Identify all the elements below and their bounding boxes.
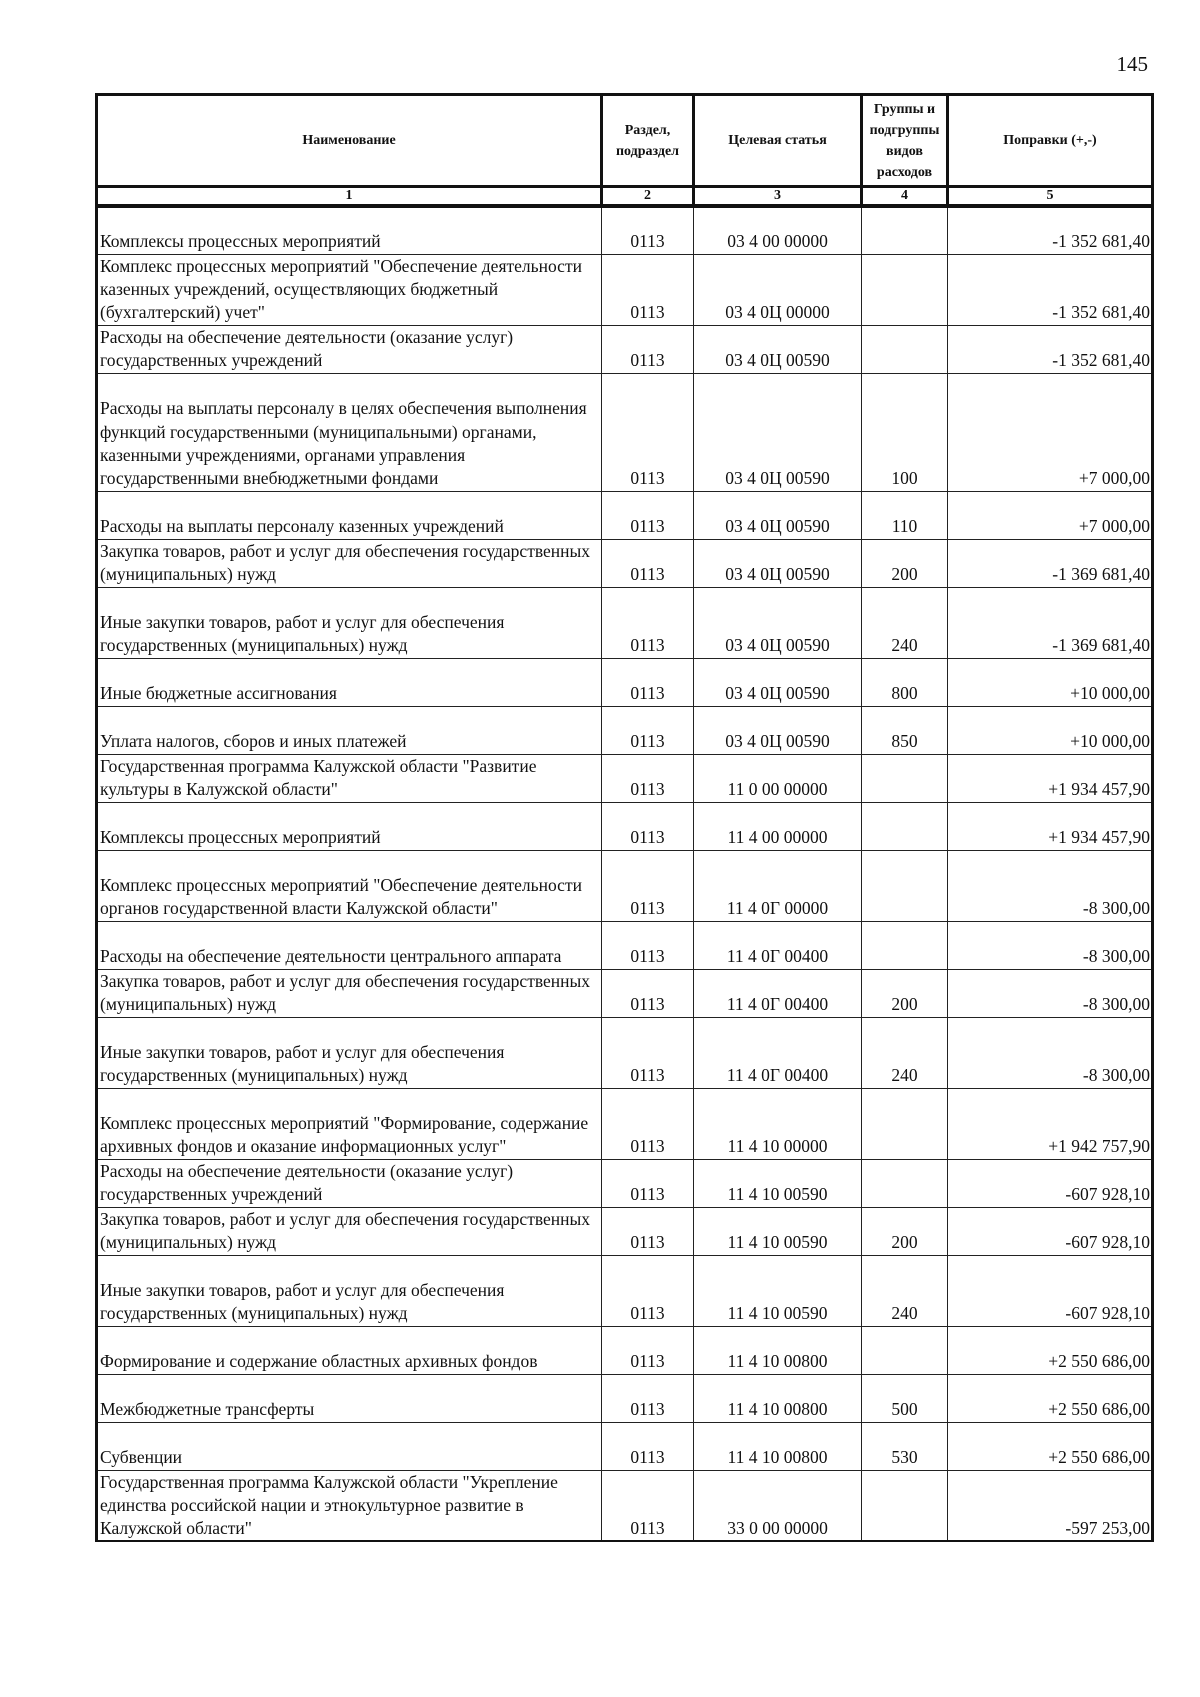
table-row [97, 206, 1153, 254]
row-expense-group-cell [862, 1326, 948, 1374]
header-amendments: Поправки (+,-) [948, 95, 1153, 187]
table-row [97, 1088, 1153, 1159]
row-section-cell: 0113 [602, 539, 694, 587]
header-section: Раздел, подраздел [602, 95, 694, 187]
row-section-cell: 0113 [602, 754, 694, 802]
row-target-article-cell: 03 4 0Ц 00590 [694, 373, 862, 491]
row-name-cell: Комплексы процессных мероприятий [97, 206, 602, 254]
row-amount-cell: +7 000,00 [948, 491, 1153, 539]
row-section-cell: 0113 [602, 1422, 694, 1470]
row-target-article-cell: 03 4 0Ц 00590 [694, 706, 862, 754]
table-row [97, 1159, 1153, 1207]
row-section-cell: 0113 [602, 802, 694, 850]
row-name-cell: Расходы на обеспечение деятельности центрального аппарата [97, 921, 602, 969]
column-number: 2 [602, 187, 694, 207]
row-expense-group-cell [862, 802, 948, 850]
table-row [97, 1422, 1153, 1470]
table-row [97, 1207, 1153, 1255]
row-name-cell: Расходы на обеспечение деятельности (оказание услуг) государственных учреждений [97, 1159, 602, 1207]
row-amount-cell: -607 928,10 [948, 1207, 1153, 1255]
row-amount-cell: -8 300,00 [948, 1017, 1153, 1088]
table-row [97, 921, 1153, 969]
row-name-cell: Иные закупки товаров, работ и услуг для обеспечения государственных (муниципальных) нужд [97, 1017, 602, 1088]
row-amount-cell: -597 253,00 [948, 1470, 1153, 1541]
table-row [97, 373, 1153, 491]
row-name-cell: Комплекс процессных мероприятий "Обеспечение деятельности органов государственной власти Калужской области" [97, 850, 602, 921]
row-amount-cell: +1 934 457,90 [948, 802, 1153, 850]
row-expense-group-cell [862, 254, 948, 325]
column-number-row [97, 187, 1153, 207]
row-section-cell: 0113 [602, 1374, 694, 1422]
row-amount-cell: +2 550 686,00 [948, 1422, 1153, 1470]
row-target-article-cell: 03 4 0Ц 00590 [694, 658, 862, 706]
row-expense-group-cell [862, 325, 948, 373]
budget-amendments-table [95, 93, 1154, 1542]
column-number: 5 [948, 187, 1153, 207]
row-target-article-cell: 11 4 10 00590 [694, 1159, 862, 1207]
row-amount-cell: -8 300,00 [948, 850, 1153, 921]
row-name-cell: Межбюджетные трансферты [97, 1374, 602, 1422]
table-row [97, 658, 1153, 706]
page-number: 145 [1116, 52, 1148, 76]
row-name-cell: Иные закупки товаров, работ и услуг для обеспечения государственных (муниципальных) нужд [97, 587, 602, 658]
row-section-cell: 0113 [602, 969, 694, 1017]
row-section-cell: 0113 [602, 658, 694, 706]
row-name-cell: Расходы на выплаты персоналу казенных учреждений [97, 491, 602, 539]
table-row [97, 254, 1153, 325]
row-section-cell: 0113 [602, 206, 694, 254]
row-section-cell: 0113 [602, 587, 694, 658]
table-row [97, 754, 1153, 802]
row-section-cell: 0113 [602, 1326, 694, 1374]
row-expense-group-cell: 500 [862, 1374, 948, 1422]
table-row [97, 1326, 1153, 1374]
row-target-article-cell: 03 4 0Ц 00590 [694, 587, 862, 658]
row-expense-group-cell [862, 850, 948, 921]
row-target-article-cell: 11 4 0Г 00400 [694, 921, 862, 969]
table-row [97, 1017, 1153, 1088]
row-target-article-cell: 03 4 0Ц 00590 [694, 491, 862, 539]
table-row [97, 850, 1153, 921]
row-section-cell: 0113 [602, 1159, 694, 1207]
table-row [97, 1255, 1153, 1326]
row-amount-cell: +10 000,00 [948, 706, 1153, 754]
table-row [97, 1470, 1153, 1541]
row-section-cell: 0113 [602, 850, 694, 921]
row-target-article-cell: 03 4 0Ц 00000 [694, 254, 862, 325]
row-target-article-cell: 11 4 00 00000 [694, 802, 862, 850]
row-name-cell: Закупка товаров, работ и услуг для обеспечения государственных (муниципальных) нужд [97, 969, 602, 1017]
row-amount-cell: +2 550 686,00 [948, 1326, 1153, 1374]
row-section-cell: 0113 [602, 1207, 694, 1255]
row-amount-cell: +7 000,00 [948, 373, 1153, 491]
row-name-cell: Уплата налогов, сборов и иных платежей [97, 706, 602, 754]
row-section-cell: 0113 [602, 254, 694, 325]
table-row [97, 706, 1153, 754]
row-expense-group-cell: 200 [862, 1207, 948, 1255]
column-number: 4 [862, 187, 948, 207]
row-name-cell: Иные бюджетные ассигнования [97, 658, 602, 706]
row-amount-cell: -1 352 681,40 [948, 206, 1153, 254]
row-expense-group-cell: 200 [862, 539, 948, 587]
row-target-article-cell: 11 4 0Г 00400 [694, 1017, 862, 1088]
row-target-article-cell: 11 4 0Г 00000 [694, 850, 862, 921]
row-expense-group-cell: 110 [862, 491, 948, 539]
row-name-cell: Закупка товаров, работ и услуг для обеспечения государственных (муниципальных) нужд [97, 539, 602, 587]
row-section-cell: 0113 [602, 1088, 694, 1159]
row-name-cell: Комплексы процессных мероприятий [97, 802, 602, 850]
table-row [97, 969, 1153, 1017]
row-expense-group-cell [862, 1470, 948, 1541]
row-name-cell: Расходы на выплаты персоналу в целях обеспечения выполнения функций государственными (муниципальными) органами, казенными учреждениями, органами управления государственными внебюджетными фондами [97, 373, 602, 491]
table-header-row [97, 95, 1153, 187]
table-row [97, 325, 1153, 373]
row-expense-group-cell: 240 [862, 1255, 948, 1326]
row-amount-cell: -8 300,00 [948, 969, 1153, 1017]
row-section-cell: 0113 [602, 1017, 694, 1088]
row-amount-cell: -607 928,10 [948, 1255, 1153, 1326]
row-amount-cell: -1 369 681,40 [948, 587, 1153, 658]
row-amount-cell: +1 942 757,90 [948, 1088, 1153, 1159]
column-number: 1 [97, 187, 602, 207]
row-amount-cell: +10 000,00 [948, 658, 1153, 706]
row-section-cell: 0113 [602, 373, 694, 491]
row-expense-group-cell: 530 [862, 1422, 948, 1470]
row-amount-cell: -607 928,10 [948, 1159, 1153, 1207]
row-name-cell: Комплекс процессных мероприятий "Формирование, содержание архивных фондов и оказание информационных услуг" [97, 1088, 602, 1159]
table-row [97, 802, 1153, 850]
header-name: Наименование [97, 95, 602, 187]
table-row [97, 587, 1153, 658]
row-section-cell: 0113 [602, 1470, 694, 1541]
row-target-article-cell: 11 4 10 00590 [694, 1207, 862, 1255]
row-section-cell: 0113 [602, 921, 694, 969]
row-expense-group-cell [862, 1159, 948, 1207]
row-expense-group-cell [862, 206, 948, 254]
header-target-article: Целевая статья [694, 95, 862, 187]
row-expense-group-cell: 240 [862, 587, 948, 658]
row-name-cell: Иные закупки товаров, работ и услуг для обеспечения государственных (муниципальных) нужд [97, 1255, 602, 1326]
row-section-cell: 0113 [602, 706, 694, 754]
row-amount-cell: +1 934 457,90 [948, 754, 1153, 802]
header-expense-group: Группы и подгруппы видов расходов [862, 95, 948, 187]
row-name-cell: Комплекс процессных мероприятий "Обеспечение деятельности казенных учреждений, осуществляющих бюджетный (бухгалтерский) учет" [97, 254, 602, 325]
row-expense-group-cell: 100 [862, 373, 948, 491]
row-name-cell: Государственная программа Калужской области "Укрепление единства российской нации и этнокультурное развитие в Калужской области" [97, 1470, 602, 1541]
row-expense-group-cell: 850 [862, 706, 948, 754]
row-target-article-cell: 03 4 00 00000 [694, 206, 862, 254]
row-expense-group-cell [862, 754, 948, 802]
row-section-cell: 0113 [602, 1255, 694, 1326]
row-name-cell: Расходы на обеспечение деятельности (оказание услуг) государственных учреждений [97, 325, 602, 373]
row-expense-group-cell: 800 [862, 658, 948, 706]
row-expense-group-cell: 200 [862, 969, 948, 1017]
row-section-cell: 0113 [602, 491, 694, 539]
row-expense-group-cell [862, 1088, 948, 1159]
row-amount-cell: -1 369 681,40 [948, 539, 1153, 587]
row-amount-cell: -1 352 681,40 [948, 325, 1153, 373]
row-expense-group-cell [862, 921, 948, 969]
row-target-article-cell: 03 4 0Ц 00590 [694, 539, 862, 587]
table-body [97, 206, 1153, 1541]
row-name-cell: Формирование и содержание областных архивных фондов [97, 1326, 602, 1374]
row-target-article-cell: 11 4 0Г 00400 [694, 969, 862, 1017]
column-number: 3 [694, 187, 862, 207]
row-amount-cell: +2 550 686,00 [948, 1374, 1153, 1422]
row-expense-group-cell: 240 [862, 1017, 948, 1088]
row-target-article-cell: 11 0 00 00000 [694, 754, 862, 802]
row-amount-cell: -1 352 681,40 [948, 254, 1153, 325]
row-target-article-cell: 03 4 0Ц 00590 [694, 325, 862, 373]
row-target-article-cell: 33 0 00 00000 [694, 1470, 862, 1541]
row-target-article-cell: 11 4 10 00800 [694, 1326, 862, 1374]
row-target-article-cell: 11 4 10 00000 [694, 1088, 862, 1159]
row-name-cell: Субвенции [97, 1422, 602, 1470]
table-row [97, 491, 1153, 539]
row-target-article-cell: 11 4 10 00800 [694, 1422, 862, 1470]
row-target-article-cell: 11 4 10 00800 [694, 1374, 862, 1422]
table-row [97, 539, 1153, 587]
row-target-article-cell: 11 4 10 00590 [694, 1255, 862, 1326]
row-amount-cell: -8 300,00 [948, 921, 1153, 969]
row-section-cell: 0113 [602, 325, 694, 373]
row-name-cell: Закупка товаров, работ и услуг для обеспечения государственных (муниципальных) нужд [97, 1207, 602, 1255]
table-row [97, 1374, 1153, 1422]
row-name-cell: Государственная программа Калужской области "Развитие культуры в Калужской области" [97, 754, 602, 802]
